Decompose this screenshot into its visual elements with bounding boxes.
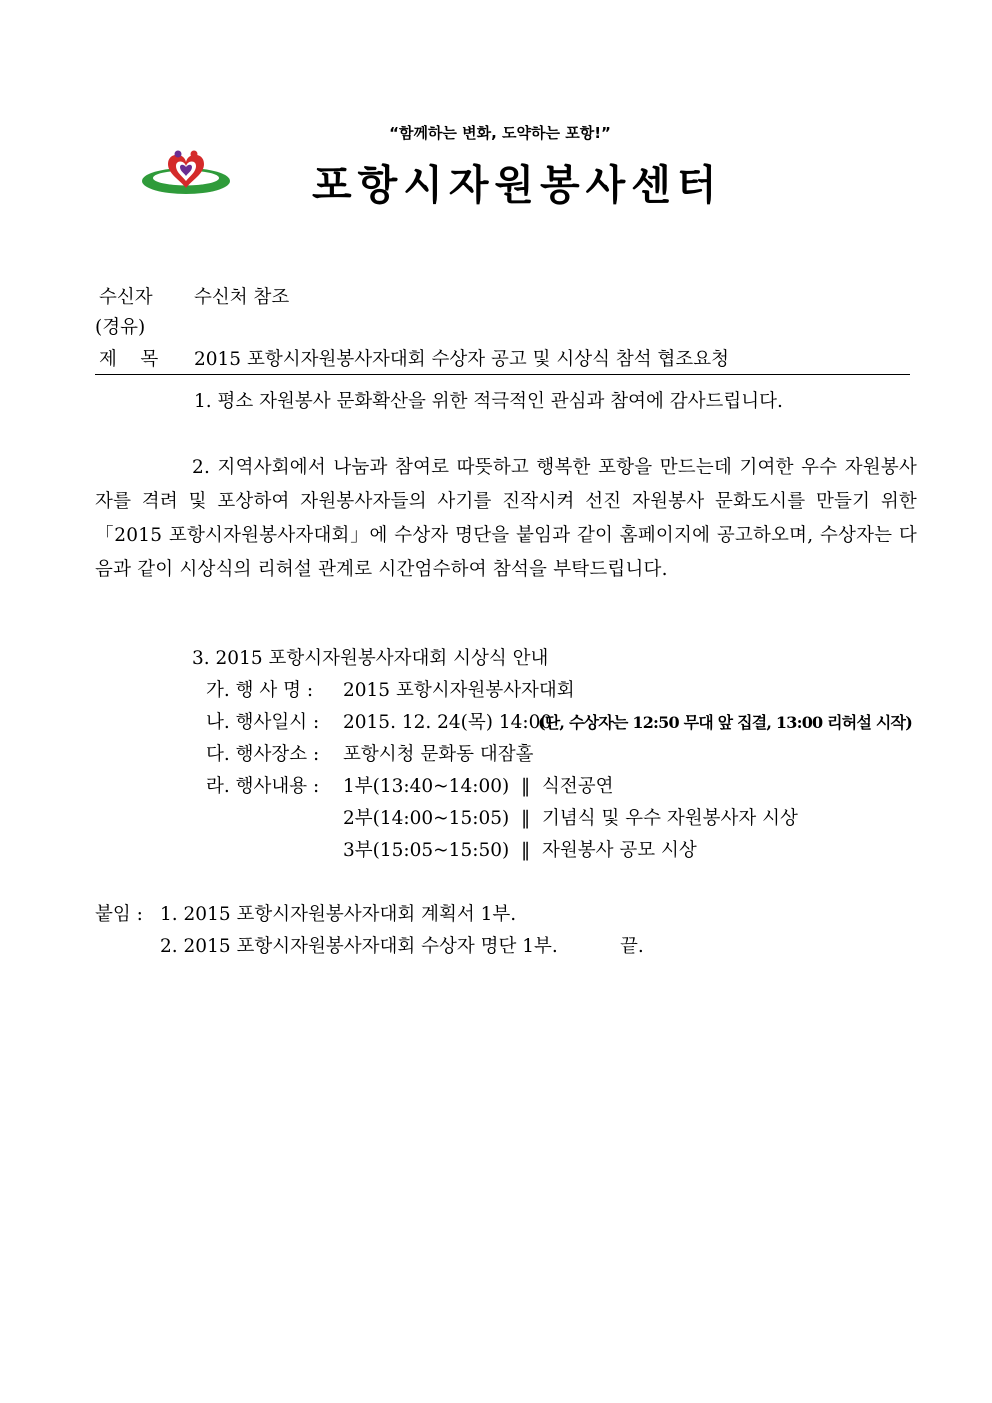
slogan: “함께하는 변화, 도약하는 포항!” xyxy=(389,124,611,142)
item-label-program: 라. 행사내용 : xyxy=(206,776,320,797)
organization-name: 포항시자원봉사센터 xyxy=(312,161,723,209)
program-part-3: 3부(15:05~15:50) ‖ 자원봉사 공모 시상 xyxy=(343,840,697,861)
via-label: (경유) xyxy=(95,317,146,338)
recipient-label: 수신자 xyxy=(99,287,153,308)
item-note-datetime: (단, 수상자는 12:50 무대 앞 집결, 13:00 리허설 시작) xyxy=(538,713,912,732)
paragraph-2: 2. 지역사회에서 나눔과 참여로 따뜻하고 행복한 포항을 만드는데 기여한 우수 자원봉사자를 격려 및 포상하여 자원봉사자들의 사기를 진작시켜 선진 자원봉사 문화도시를 만들기 위한「2015 포항시자원봉사자대회」에 수상자 명단을 붙임과 같이 홈페이지에 공고하오며, 수상자는 다음과 같이 시상식의 리허설 관계로 시간엄수하여 참석을 부탁드립니다. xyxy=(95,457,917,580)
item-label-datetime: 나. 행사일시 : xyxy=(206,712,320,733)
item-value-name: 2015 포항시자원봉사자대회 xyxy=(343,680,575,701)
end-mark: 끝. xyxy=(620,936,644,957)
item-label-venue: 다. 행사장소 : xyxy=(206,744,320,765)
attachment-2: 2. 2015 포항시자원봉사자대회 수상자 명단 1부. xyxy=(160,936,558,957)
attachments-label: 붙임 : xyxy=(95,904,143,925)
paragraph-3-title: 3. 2015 포항시자원봉사자대회 시상식 안내 xyxy=(192,648,549,669)
subject-value: 2015 포항시자원봉사자대회 수상자 공고 및 시상식 참석 협조요청 xyxy=(194,349,730,370)
item-value-datetime: 2015. 12. 24(목) 14:00 xyxy=(343,712,553,733)
header-divider xyxy=(95,374,910,375)
item-value-venue: 포항시청 문화동 대잠홀 xyxy=(343,744,534,765)
attachment-1: 1. 2015 포항시자원봉사자대회 계획서 1부. xyxy=(160,904,517,925)
volunteer-center-logo-icon xyxy=(140,148,232,198)
subject-label: 제 목 xyxy=(99,349,159,370)
item-label-name: 가. 행 사 명 : xyxy=(206,680,314,701)
item-value-program: 1부(13:40~14:00) ‖ 식전공연 xyxy=(343,776,614,797)
paragraph-1: 1. 평소 자원봉사 문화확산을 위한 적극적인 관심과 참여에 감사드립니다. xyxy=(194,391,783,412)
program-part-2: 2부(14:00~15:05) ‖ 기념식 및 우수 자원봉사자 시상 xyxy=(343,808,798,829)
recipient-value: 수신처 참조 xyxy=(194,287,290,308)
